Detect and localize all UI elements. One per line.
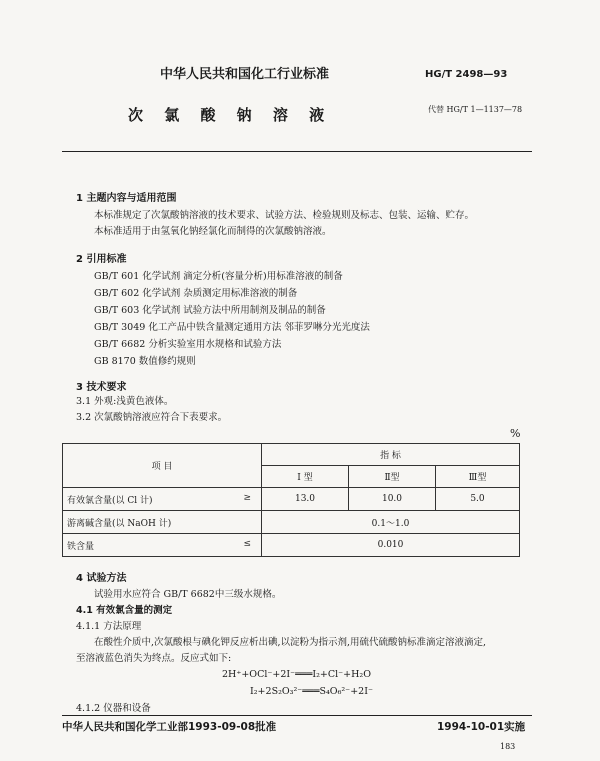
section-3-heading: 3 技术要求 <box>76 382 127 393</box>
table-row <box>63 511 520 534</box>
section-4-1-heading: 4.1 有效氯含量的测定 <box>76 605 173 616</box>
standard-code: HG/T 2498—93 <box>425 69 508 80</box>
section-1-heading: 1 主题内容与适用范围 <box>76 193 177 204</box>
reference-item: GB 8170 数值修约规则 <box>94 356 196 367</box>
section-4-heading: 4 试验方法 <box>76 573 127 584</box>
header-rule <box>62 151 532 152</box>
issuing-authority: 中华人民共和国化工行业标准 <box>160 67 330 82</box>
section-1-para-2: 本标准适用于由氢氧化钠经氯化而制得的次氯酸钠溶液。 <box>94 226 332 237</box>
table-header-grade: Ⅱ型 <box>349 466 436 488</box>
row-name: 游离碱含量(以 NaOH 计) <box>67 518 172 529</box>
section-1-para-1: 本标准规定了次氯酸钠溶液的技术要求、试验方法、检验规则及标志、包装、运输、贮存。 <box>94 210 475 221</box>
row-symbol: ≤ <box>243 538 251 549</box>
replaces-standard: 代替 HG/T 1—1137—78 <box>428 105 523 114</box>
reference-item: GB/T 602 化学试剂 杂质测定用标准溶液的制备 <box>94 288 298 299</box>
section-3-1: 3.1 外观:浅黄色液体。 <box>76 396 174 407</box>
section-2-heading: 2 引用标准 <box>76 254 127 265</box>
section-4-1-2-heading: 4.1.2 仪器和设备 <box>76 703 151 714</box>
table-row-label <box>63 534 262 557</box>
table-cell: 0.010 <box>262 534 520 557</box>
page-number: 183 <box>500 742 516 751</box>
table-row <box>63 534 520 557</box>
section-4-para: 试验用水应符合 GB/T 6682中三级水规格。 <box>94 589 282 600</box>
table-header-grade: Ⅲ型 <box>436 466 520 488</box>
reference-item: GB/T 3049 化工产品中铁含量测定通用方法 邻菲罗啉分光光度法 <box>94 322 370 333</box>
section-4-1-1-para: 在酸性介质中,次氯酸根与碘化钾反应析出碘,以淀粉为指示剂,用硫代硫酸钠标准滴定溶液滴定, <box>94 637 487 648</box>
reaction-equation-1: 2H⁺+OCl⁻+2I⁻═══I₂+Cl⁻+H₂O <box>222 669 372 680</box>
row-symbol: ≥ <box>243 492 251 503</box>
section-4-1-1-heading: 4.1.1 方法原理 <box>76 621 142 632</box>
row-name: 铁含量 <box>67 541 95 552</box>
table-row-label <box>63 511 262 534</box>
table-cell: 10.0 <box>349 488 436 511</box>
reaction-equation-2: I₂+2S₂O₃²⁻═══S₄O₆²⁻+2I⁻ <box>250 686 373 697</box>
table-cell: 5.0 <box>436 488 520 511</box>
table-header-grade: I 型 <box>262 466 349 488</box>
section-4-1-1-para-cont: 至溶液蓝色消失为终点。反应式如下: <box>76 653 232 664</box>
table-unit: % <box>510 427 521 440</box>
table-row-label <box>63 488 262 511</box>
reference-item: GB/T 601 化学试剂 滴定分析(容量分析)用标准溶液的制备 <box>94 271 343 282</box>
table-cell: 0.1～1.0 <box>262 511 520 534</box>
reference-item: GB/T 6682 分析实验室用水规格和试验方法 <box>94 339 282 350</box>
table-header-item: 项 目 <box>63 444 262 488</box>
row-name: 有效氯含量(以 Cl 计) <box>67 495 153 506</box>
table-header-index: 指 标 <box>262 444 520 466</box>
specification-table <box>62 443 520 557</box>
table-row <box>63 488 520 511</box>
document-title: 次 氯 酸 钠 溶 液 <box>128 106 333 124</box>
table-cell: 13.0 <box>262 488 349 511</box>
footer-rule <box>62 715 532 716</box>
section-3-2: 3.2 次氯酸钠溶液应符合下表要求。 <box>76 412 228 423</box>
effective-date: 1994-10-01实施 <box>437 721 526 733</box>
reference-item: GB/T 603 化学试剂 试验方法中所用制剂及制品的制备 <box>94 305 326 316</box>
approval-line: 中华人民共和国化学工业部1993-09-08批准 <box>62 721 277 733</box>
